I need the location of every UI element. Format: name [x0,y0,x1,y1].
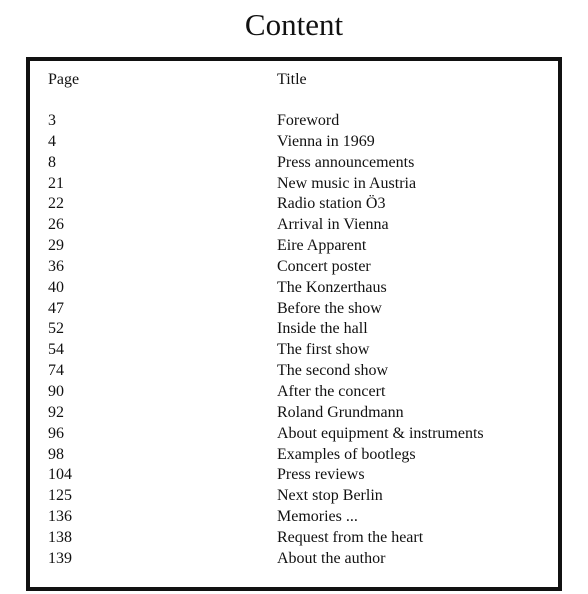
toc-entry-title: Roland Grundmann [277,403,404,421]
toc-entry-page-number: 74 [48,362,64,380]
toc-entry-page-number: 52 [48,320,64,338]
toc-entry [30,445,558,466]
toc-entry-page-number: 139 [48,549,72,567]
toc-entry-title: Inside the hall [277,320,368,338]
toc-entry-title: New music in Austria [277,174,417,192]
toc-entry-page-number: 36 [48,257,64,275]
toc-entry [30,299,558,320]
toc-entry-title: Before the show [277,299,382,317]
toc-entry [30,132,558,153]
toc-entry-page-number: 8 [48,153,56,171]
toc-entry-title: Press announcements [277,153,415,171]
toc-entry-page-number: 22 [48,195,64,213]
toc-entry-page-number: 92 [48,403,64,421]
toc-entry [30,340,558,361]
page-title: Content [244,7,344,42]
toc-entry [30,111,558,132]
toc-list [30,111,558,570]
toc-entry-title: About equipment & instruments [277,424,484,442]
toc-entry [30,194,558,215]
toc-entry-title: Arrival in Vienna [277,216,389,234]
toc-entry-page-number: 40 [48,278,64,296]
toc-entry-title: About the author [277,549,386,567]
toc-entry [30,465,558,486]
toc-entry [30,486,558,507]
toc-entry [30,257,558,278]
toc-entry-title: Radio station Ö3 [277,195,386,213]
column-header-page: Page [48,71,80,88]
toc-entry [30,215,558,236]
toc-entry [30,153,558,174]
toc-entry [30,382,558,403]
toc-entry-page-number: 29 [48,237,64,255]
toc-entry [30,549,558,570]
toc-entry-page-number: 98 [48,445,64,463]
toc-entry-title: After the concert [277,382,386,400]
toc-entry-page-number: 21 [48,174,64,192]
toc-entry-title: Eire Apparent [277,237,367,255]
toc-entry-page-number: 104 [48,466,72,484]
toc-entry-page-number: 3 [48,112,56,129]
toc-entry-title: Vienna in 1969 [277,132,375,150]
toc-entry-page-number: 54 [48,341,64,359]
toc-entry-page-number: 90 [48,382,64,400]
toc-entry-title: The second show [277,362,389,380]
toc-entry-title: The Konzerthaus [277,278,387,296]
toc-entry-page-number: 47 [48,299,64,317]
toc-entry [30,361,558,382]
toc-entry-title: Press reviews [277,466,365,484]
toc-entry-page-number: 4 [48,132,56,150]
toc-entry-title: Request from the heart [277,528,424,546]
toc-entry-title: Next stop Berlin [277,487,383,505]
toc-entry [30,403,558,424]
toc-entry [30,424,558,445]
column-header-title: Title [277,71,307,88]
toc-entry [30,528,558,549]
toc-entry [30,236,558,257]
toc-entry [30,507,558,528]
toc-entry [30,278,558,299]
toc-entry-page-number: 26 [48,216,64,234]
table-of-contents [26,57,562,591]
toc-entry-title: Examples of bootlegs [277,445,416,463]
toc-entry [30,319,558,340]
toc-entry-page-number: 125 [48,487,72,505]
toc-header-row [30,70,558,90]
toc-entry-title: The first show [277,341,370,359]
toc-entry-page-number: 136 [48,508,72,526]
toc-entry-title: Concert poster [277,257,371,275]
toc-entry-page-number: 96 [48,424,64,442]
toc-entry-page-number: 138 [48,528,72,546]
toc-entry [30,174,558,195]
toc-entry-title: Memories ... [277,508,358,526]
toc-entry-title: Foreword [277,112,340,129]
